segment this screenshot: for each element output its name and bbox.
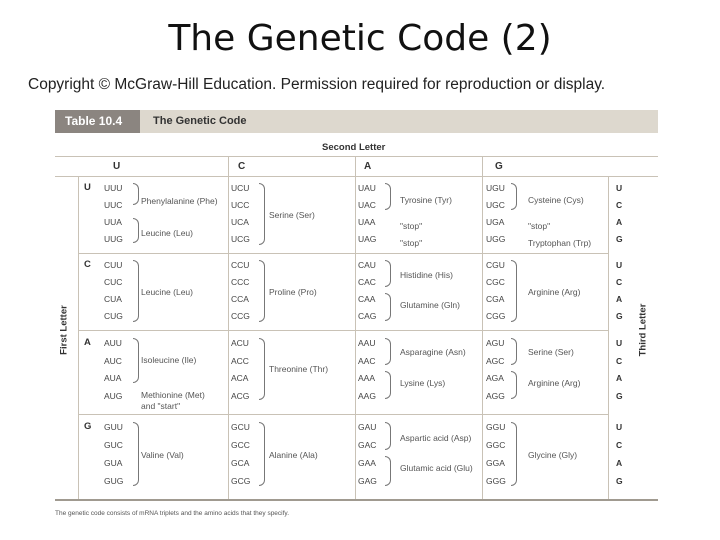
codon-cell: CCU xyxy=(231,260,250,270)
first-letter-a: A xyxy=(84,337,91,348)
codon-cell: AGC xyxy=(486,355,505,366)
codon-cell: UAA xyxy=(358,217,376,227)
codon-cell: CUU xyxy=(104,260,123,270)
codon-cell: ACG xyxy=(231,390,250,401)
bracket xyxy=(511,422,517,486)
codon-cell: UUC xyxy=(104,200,123,210)
codon-cell: UUA xyxy=(104,217,122,227)
third-letter-cell: C xyxy=(616,355,623,366)
codon-cell: ACC xyxy=(231,355,249,366)
column-letter-c: C xyxy=(238,161,246,172)
table-footnote: The genetic code consists of mRNA triplets and the amino acids that they specify. xyxy=(55,510,289,517)
codon-cell: UGG xyxy=(486,234,506,244)
codon-cell: CCC xyxy=(231,277,250,287)
third-letter-cell: G xyxy=(616,311,623,321)
bracket xyxy=(511,338,517,365)
amino-acid-label: Aspartic acid (Asp) xyxy=(400,433,472,443)
table-header-band xyxy=(55,110,658,133)
grid-line xyxy=(355,156,356,499)
codon-cell: CAA xyxy=(358,294,376,304)
codon-cell: UCU xyxy=(231,183,250,193)
codon-cell: GUC xyxy=(104,440,123,450)
bracket xyxy=(385,371,391,399)
third-letter-cell: C xyxy=(616,277,623,287)
bracket xyxy=(259,338,265,400)
codon-cell: AGA xyxy=(486,373,504,383)
table-bottom-rule xyxy=(55,499,658,501)
amino-acid-label: Valine (Val) xyxy=(141,450,184,460)
second-letter-heading: Second Letter xyxy=(322,142,386,153)
copyright-notice: Copyright © McGraw-Hill Education. Permission required for reproduction or display. xyxy=(28,76,606,93)
amino-acid-label: Tryptophan (Trp) xyxy=(528,238,592,248)
codon-cell: UCC xyxy=(231,200,250,210)
amino-acid-label: Histidine (His) xyxy=(400,270,453,280)
third-letter-cell: A xyxy=(616,294,623,304)
codon-cell: UAU xyxy=(358,183,376,193)
codon-cell: UGU xyxy=(486,183,505,193)
codon-cell: GGG xyxy=(486,476,506,486)
bracket xyxy=(385,422,391,450)
amino-acid-label: Serine (Ser) xyxy=(269,210,315,220)
third-letter-cell: C xyxy=(616,440,623,450)
codon-cell: CUA xyxy=(104,294,122,304)
amino-acid-label: Alanine (Ala) xyxy=(269,450,318,460)
codon-cell: CGA xyxy=(486,294,505,304)
amino-acid-label: Threonine (Thr) xyxy=(269,364,329,374)
bracket xyxy=(385,456,391,486)
amino-acid-label: Asparagine (Asn) xyxy=(400,347,466,357)
table-label: Table 10.4 xyxy=(55,110,140,133)
codon-cell: AUA xyxy=(104,373,122,383)
third-letter-cell: G xyxy=(616,476,623,486)
bracket xyxy=(133,183,139,205)
third-letter-cell: G xyxy=(616,234,623,244)
grid-line xyxy=(78,414,608,415)
codon-cell: UUG xyxy=(104,234,123,244)
codon-cell: CGG xyxy=(486,311,506,321)
codon-cell: UGC xyxy=(486,200,505,210)
amino-acid-label: Lysine (Lys) xyxy=(400,378,446,388)
third-letter-label: Third Letter xyxy=(637,303,649,357)
codon-cell: AAA xyxy=(358,373,376,383)
grid-line xyxy=(78,176,79,499)
column-letter-a: A xyxy=(364,161,372,172)
codon-cell: ACU xyxy=(231,338,249,348)
amino-acid-label: and "start" xyxy=(141,401,181,411)
codon-cell: GCU xyxy=(231,422,250,432)
amino-acid-label: Glutamic acid (Glu) xyxy=(400,463,473,473)
codon-cell: AAG xyxy=(358,390,376,401)
bracket xyxy=(259,183,265,245)
amino-acid-label: "stop" xyxy=(528,221,551,231)
column-letter-u: U xyxy=(113,161,121,172)
bracket xyxy=(133,260,139,322)
grid-line xyxy=(55,176,658,177)
third-letter-cell: U xyxy=(616,183,623,193)
grid-line xyxy=(55,156,658,157)
amino-acid-label: Leucine (Leu) xyxy=(141,228,193,238)
amino-acid-label: Arginine (Arg) xyxy=(528,378,581,388)
codon-cell: GGA xyxy=(486,458,505,468)
third-letter-cell: U xyxy=(616,338,623,348)
bracket xyxy=(133,422,139,486)
bracket xyxy=(385,338,391,365)
codon-cell: CUG xyxy=(104,311,123,321)
column-letter-g: G xyxy=(495,161,503,172)
amino-acid-label: Glutamine (Gln) xyxy=(400,300,460,310)
codon-cell: AAU xyxy=(358,338,376,348)
third-letter-cell: A xyxy=(616,217,623,227)
bracket xyxy=(133,338,139,383)
amino-acid-label: Glycine (Gly) xyxy=(528,450,578,460)
amino-acid-label: Methionine (Met) xyxy=(141,390,205,400)
codon-cell: GAA xyxy=(358,458,376,468)
codon-cell: CGC xyxy=(486,277,505,287)
codon-cell: GAC xyxy=(358,440,377,450)
codon-cell: CAU xyxy=(358,260,376,270)
table-caption: The Genetic Code xyxy=(153,115,247,127)
codon-cell: UGA xyxy=(486,217,505,227)
bracket xyxy=(511,183,517,210)
codon-cell: CGU xyxy=(486,260,505,270)
amino-acid-label: "stop" xyxy=(400,238,423,248)
amino-acid-label: Proline (Pro) xyxy=(269,287,317,297)
third-letter-cell: C xyxy=(616,200,623,210)
codon-cell: GUU xyxy=(104,422,123,432)
third-letter-cell: A xyxy=(616,458,623,468)
bracket xyxy=(511,260,517,322)
codon-cell: CAC xyxy=(358,277,376,287)
codon-cell: GCG xyxy=(231,476,251,486)
codon-cell: CCG xyxy=(231,311,250,321)
codon-cell: ACA xyxy=(231,373,249,383)
codon-cell: AGG xyxy=(486,390,505,401)
codon-cell: GGU xyxy=(486,422,506,432)
codon-cell: GGC xyxy=(486,440,506,450)
codon-cell: CAG xyxy=(358,311,377,321)
third-letter-cell: A xyxy=(616,373,623,383)
amino-acid-label: "stop" xyxy=(400,221,423,231)
codon-cell: UAG xyxy=(358,234,377,244)
codon-cell: UUU xyxy=(104,183,123,193)
codon-cell: GCA xyxy=(231,458,250,468)
codon-cell: GAU xyxy=(358,422,377,432)
amino-acid-label: Isoleucine (Ile) xyxy=(141,355,197,365)
third-letter-cell: U xyxy=(616,422,623,432)
amino-acid-label: Arginine (Arg) xyxy=(528,287,581,297)
bracket xyxy=(511,371,517,399)
bracket xyxy=(133,218,139,243)
first-letter-g: G xyxy=(84,421,92,432)
bracket xyxy=(259,422,265,486)
amino-acid-label: Leucine (Leu) xyxy=(141,287,193,297)
amino-acid-label: Phenylalanine (Phe) xyxy=(141,196,218,206)
codon-cell: UCA xyxy=(231,217,249,227)
slide-title: The Genetic Code (2) xyxy=(168,18,552,59)
bracket xyxy=(385,260,391,287)
amino-acid-label: Serine (Ser) xyxy=(528,347,574,357)
codon-cell: GUA xyxy=(104,458,123,468)
bracket xyxy=(385,183,391,210)
first-letter-label: First Letter xyxy=(58,305,70,355)
codon-cell: CCA xyxy=(231,294,249,304)
codon-cell: AUG xyxy=(104,390,123,401)
codon-cell: UCG xyxy=(231,234,250,244)
amino-acid-label: Tyrosine (Tyr) xyxy=(400,195,452,205)
grid-line xyxy=(228,156,229,499)
first-letter-c: C xyxy=(84,259,91,270)
codon-cell: CUC xyxy=(104,277,123,287)
bracket xyxy=(385,293,391,321)
codon-cell: GCC xyxy=(231,440,250,450)
codon-cell: AUU xyxy=(104,338,122,348)
codon-cell: GAG xyxy=(358,476,377,486)
grid-line xyxy=(608,176,609,499)
codon-cell: UAC xyxy=(358,200,376,210)
codon-cell: AAC xyxy=(358,355,376,366)
codon-cell: AUC xyxy=(104,355,122,366)
first-letter-u: U xyxy=(84,182,91,193)
third-letter-cell: G xyxy=(616,390,623,401)
bracket xyxy=(259,260,265,322)
codon-cell: GUG xyxy=(104,476,124,486)
codon-cell: AGU xyxy=(486,338,505,348)
amino-acid-label: Cysteine (Cys) xyxy=(528,195,584,205)
grid-line xyxy=(482,156,483,499)
grid-line xyxy=(78,253,608,254)
third-letter-cell: U xyxy=(616,260,623,270)
grid-line xyxy=(78,330,608,331)
